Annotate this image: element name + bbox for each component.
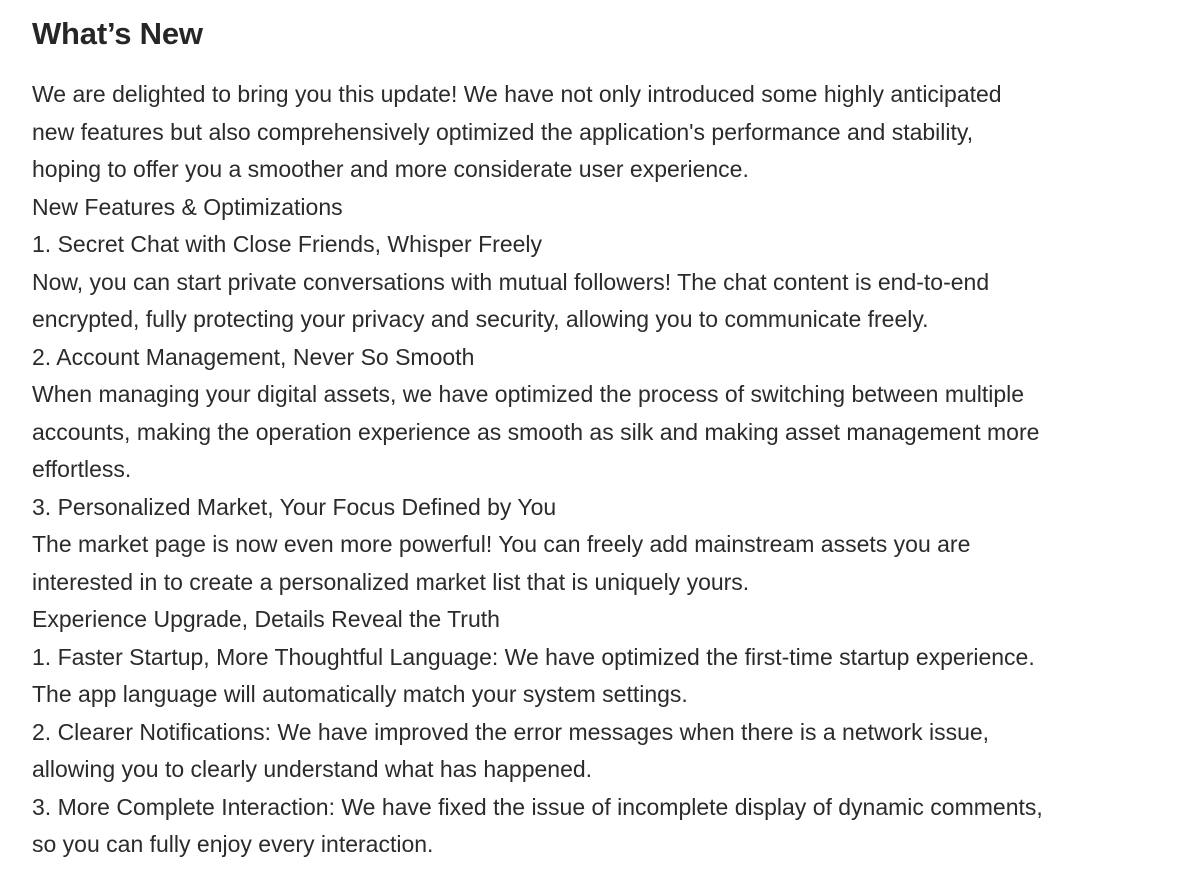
feature-heading-secret-chat: 1. Secret Chat with Close Friends, Whisper Freely [32, 231, 543, 257]
feature-description: Now, you can start private conversations with mutual followers! The chat content is end-to-end [32, 268, 990, 295]
upgrade-item-complete-interaction: 3. More Complete Interaction: We have fixed the issue of incomplete display of dynamic comments, [32, 793, 1043, 820]
upgrade-item-description: allowing you to clearly understand what has happened. [32, 756, 593, 782]
feature-description: When managing your digital assets, we have optimized the process of switching between multiple [32, 381, 1025, 407]
feature-heading-personalized-market: 3. Personalized Market, Your Focus Defined by You [32, 493, 557, 520]
upgrade-item-clearer-notifications: 2. Clearer Notifications: We have improved the error messages when there is a network issue, [32, 718, 990, 745]
intro-line: We are delighted to bring you this update! We have not only introduced some highly anticipated [32, 81, 1002, 107]
upgrade-item-description: so you can fully enjoy every interaction. [32, 831, 434, 857]
feature-description: interested in to create a personalized market list that is uniquely yours. [32, 568, 750, 595]
section-heading-new-features: New Features & Optimizations [32, 193, 343, 220]
feature-description: accounts, making the operation experience as smooth as silk and making asset management more [32, 418, 1040, 445]
feature-description: encrypted, fully protecting your privacy and security, allowing you to communicate freely. [32, 306, 929, 332]
feature-description: The market page is now even more powerful! You can freely add mainstream assets you are [32, 531, 971, 557]
intro-line: hoping to offer you a smoother and more considerate user experience. [32, 156, 749, 182]
upgrade-item-faster-startup: 1. Faster Startup, More Thoughtful Language: We have optimized the first-time startup experience. [32, 643, 1035, 670]
release-notes-body [32, 76, 1182, 864]
feature-description: effortless. [32, 456, 132, 482]
upgrade-item-description: The app language will automatically match your system settings. [32, 681, 688, 707]
intro-line: new features but also comprehensively optimized the application's performance and stability, [32, 118, 974, 145]
feature-heading-account-management: 2. Account Management, Never So Smooth [32, 343, 475, 370]
release-notes [32, 14, 1182, 864]
section-heading-experience-upgrade: Experience Upgrade, Details Reveal the Truth [32, 606, 500, 632]
page-title: What’s New [32, 16, 203, 51]
